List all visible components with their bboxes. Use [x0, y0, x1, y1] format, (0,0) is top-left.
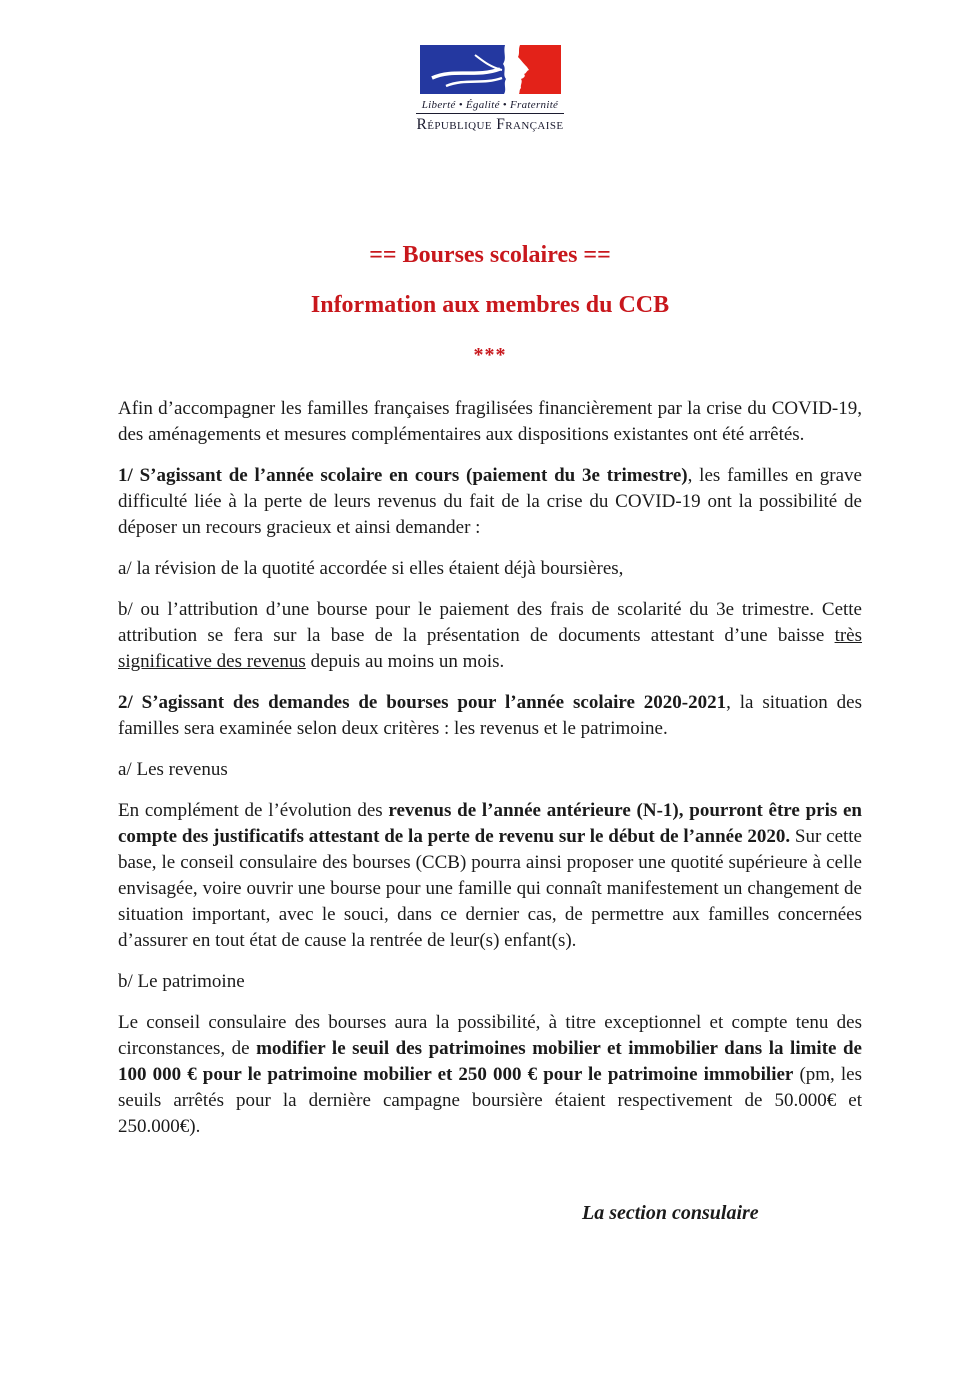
paragraph-section-2-heading-a: a/ Les revenus [118, 759, 228, 780]
logo-republic-name: République Française [416, 116, 564, 133]
paragraph-section-1-item-a: a/ la révision de la quotité accordée si elles étaient déjà boursières, [118, 558, 624, 579]
signature: La section consulaire [582, 1202, 759, 1224]
paragraph-section-1-item-b: b/ ou l’attribution d’une bourse pour le paiement des frais de scolarité du 3e trimestre. Cette attribution se fera sur la base de la présentation de documents attestant d’une baisse très significative des revenus depuis au moins un mois. [118, 599, 862, 672]
paragraph-revenus: En complément de l’évolution des revenus de l’année antérieure (N-1), pourront être pris en compte des justificatifs attestant de la perte de revenu sur le début de l’année 2020. Sur cette base, le conseil consulaire des bourses (CCB) pourra ainsi proposer une quotité supérieure à celle envisagée, voire ouvrir une bourse pour une famille qui connaît manifestement un changement de situation important, avec le souci, dans ce dernier cas, de permettre aux familles concernées d’assurer en tout état de cause la rentrée de leur(s) enfant(s). [118, 800, 862, 951]
logo-motto: Liberté • Égalité • Fraternité [421, 99, 559, 111]
paragraph-section-1: 1/ S’agissant de l’année scolaire en cours (paiement du 3e trimestre), les familles en grave difficulté liée à la perte de leurs revenus du fait de la crise du COVID-19 ont la possibilité de déposer un recours gracieux et ainsi demander : [118, 465, 862, 538]
section-separator: *** [473, 344, 507, 366]
marianne-flag-icon [420, 45, 561, 94]
document-title: == Bourses scolaires == [369, 242, 611, 268]
document-subtitle: Information aux membres du CCB [310, 292, 670, 318]
paragraph-patrimoine: Le conseil consulaire des bourses aura la possibilité, à titre exceptionnel et compte tenu des circonstances, de modifier le seuil des patrimoines mobilier et immobilier dans la limite de 100 000 € pour le patrimoine mobilier et 250 000 € pour le patrimoine immobilier (pm, les seuils arrêtés pour la dernière campagne boursière étaient respectivement de 50.000€ et 250.000€). [118, 1012, 862, 1137]
paragraph-intro: Afin d’accompagner les familles françaises fragilisées financièrement par la crise du COVID-19, des aménagements et mesures complémentaires aux dispositions existantes ont été arrêtés. [118, 398, 862, 445]
document-body [118, 396, 862, 1140]
paragraph-section-2: 2/ S’agissant des demandes de bourses pour l’année scolaire 2020-2021, la situation des familles sera examinée selon deux critères : les revenus et le patrimoine. [118, 692, 863, 739]
republique-francaise-logo [410, 45, 570, 134]
paragraph-section-2-heading-b: b/ Le patrimoine [118, 971, 245, 992]
logo-divider [416, 113, 564, 114]
